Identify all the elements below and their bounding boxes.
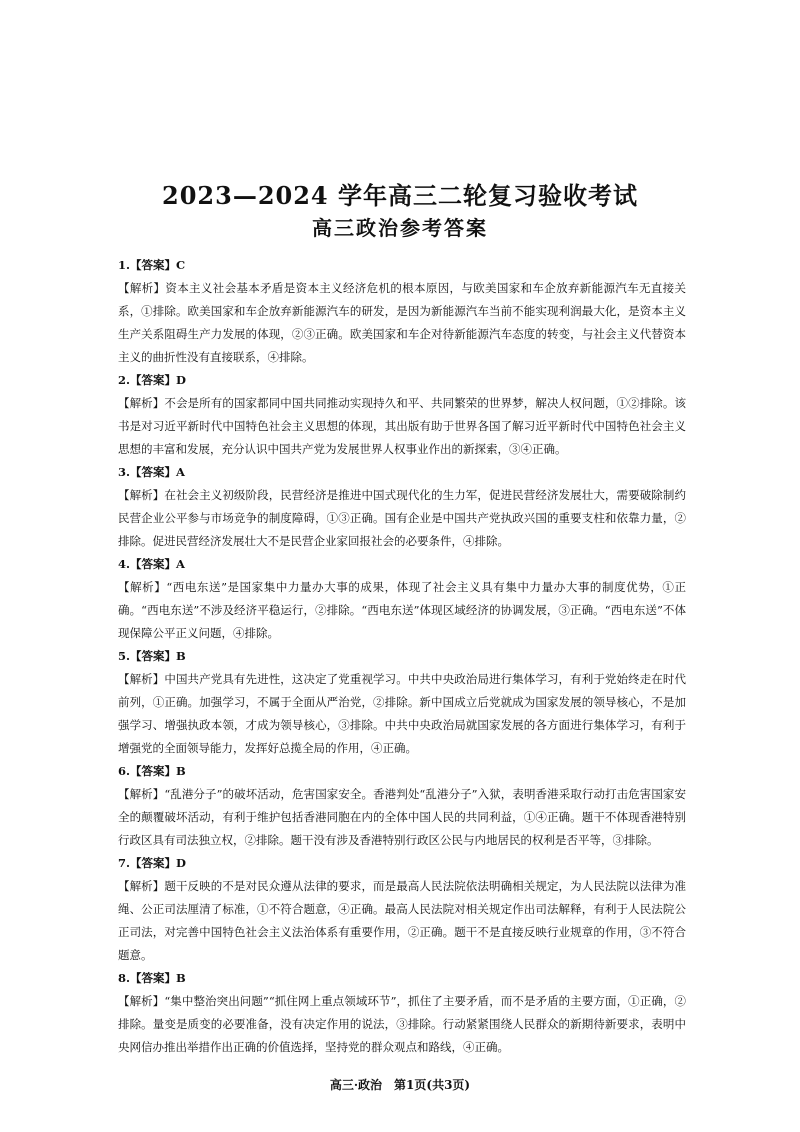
answer-line: 5.【答案】B	[118, 649, 186, 663]
question-8	[118, 967, 686, 1059]
question-1	[118, 254, 686, 369]
question-7	[118, 852, 686, 967]
analysis-text: 【解析】中国共产党具有先进性，这决定了党重视学习。中共中央政治局进行集体学习，有利于党始终走在时代前列，①正确。加强学习，不属于全面从严治党，②排除。新中国成立后党就成为国家发展的领导核心，不是加强学习、增强执政本领，才成为领导核心，③排除。中共中央政治局就国家发展的各方面进行集体学习，有利于增强党的全面领导能力，发挥好总揽全局的作用，④正确。	[118, 672, 686, 755]
document-title: 2023—2024 学年高三二轮复习验收考试	[162, 181, 638, 210]
page-footer: 高三·政治 第1页(共3页)	[329, 1078, 471, 1092]
analysis-text: 【解析】在社会主义初级阶段，民营经济是推进中国式现代化的生力军，促进民营经济发展壮大，需要破除制约民营企业公平参与市场竞争的制度障碍，①③正确。国有企业是中国共产党执政兴国的重要支柱和依靠力量，②排除。促进民营经济发展壮大不是民营企业家回报社会的必要条件，④排除。	[118, 488, 686, 548]
answer-line: 1.【答案】C	[118, 258, 186, 272]
analysis-text: 【解析】“集中整治突出问题”“抓住网上重点领域环节”，抓住了主要矛盾，而不是矛盾的主要方面，①正确，②排除。量变是质变的必要准备，没有决定作用的说法，③排除。行动紧紧围绕人民群众的新期待新要求，表明中央网信办推出举措作出正确的价值选择，坚持党的群众观点和路线，④正确。	[118, 994, 686, 1054]
analysis-text: 【解析】“乱港分子”的破坏活动，危害国家安全。香港判处“乱港分子”入狱，表明香港采取行动打击危害国家安全的颠覆破坏活动，有利于维护包括香港同胞在内的全体中国人民的共同利益，①④正确。题干不体现香港特别行政区具有司法独立权，②排除。题干没有涉及香港特别行政区公民与内地居民的权利是否平等，③排除。	[118, 787, 686, 847]
question-6	[118, 760, 686, 852]
answer-line: 4.【答案】A	[118, 557, 185, 571]
answer-line: 8.【答案】B	[118, 971, 186, 985]
analysis-text: 【解析】资本主义社会基本矛盾是资本主义经济危机的根本原因，与欧美国家和车企放弃新能源汽车无直接关系，①排除。欧美国家和车企放弃新能源汽车的研发，是因为新能源汽车当前不能实现利润最大化，是资本主义生产关系阻碍生产力发展的体现，②③正确。欧美国家和车企对待新能源汽车态度的转变，与社会主义代替资本主义的曲折性没有直接联系，④排除。	[118, 281, 686, 364]
analysis-text: 【解析】不会是所有的国家都同中国共同推动实现持久和平、共同繁荣的世界梦，解决人权问题，①②排除。该书是对习近平新时代中国特色社会主义思想的体现，其出版有助于世界各国了解习近平新时代中国特色社会主义思想的丰富和发展，充分认识中国共产党为发展世界人权事业作出的新探索，③④正确。	[118, 396, 686, 456]
document-subtitle: 高三政治参考答案	[312, 216, 488, 240]
answer-line: 6.【答案】B	[118, 764, 186, 778]
answer-line: 2.【答案】D	[118, 373, 186, 387]
analysis-text: 【解析】“西电东送”是国家集中力量办大事的成果，体现了社会主义具有集中力量办大事的制度优势，①正确。“西电东送”不涉及经济平稳运行，②排除。“西电东送”体现区域经济的协调发展，③正确。“西电东送”不体现保障公平正义问题，④排除。	[118, 580, 686, 640]
question-4	[118, 553, 686, 645]
question-5	[118, 645, 686, 760]
answer-line: 3.【答案】A	[118, 465, 185, 479]
answers-list	[118, 254, 686, 1059]
answer-line: 7.【答案】D	[118, 856, 186, 870]
question-2	[118, 369, 686, 461]
analysis-text: 【解析】题干反映的不是对民众遵从法律的要求，而是最高人民法院依法明确相关规定，为人民法院以法律为准绳、公正司法厘清了标准，①不符合题意，④正确。最高人民法院对相关规定作出司法解释，有利于人民法院公正司法，对完善中国特色社会主义法治体系有重要作用，②正确。题干不是直接反映行业规章的作用，③不符合题意。	[118, 879, 686, 962]
question-3	[118, 461, 686, 553]
